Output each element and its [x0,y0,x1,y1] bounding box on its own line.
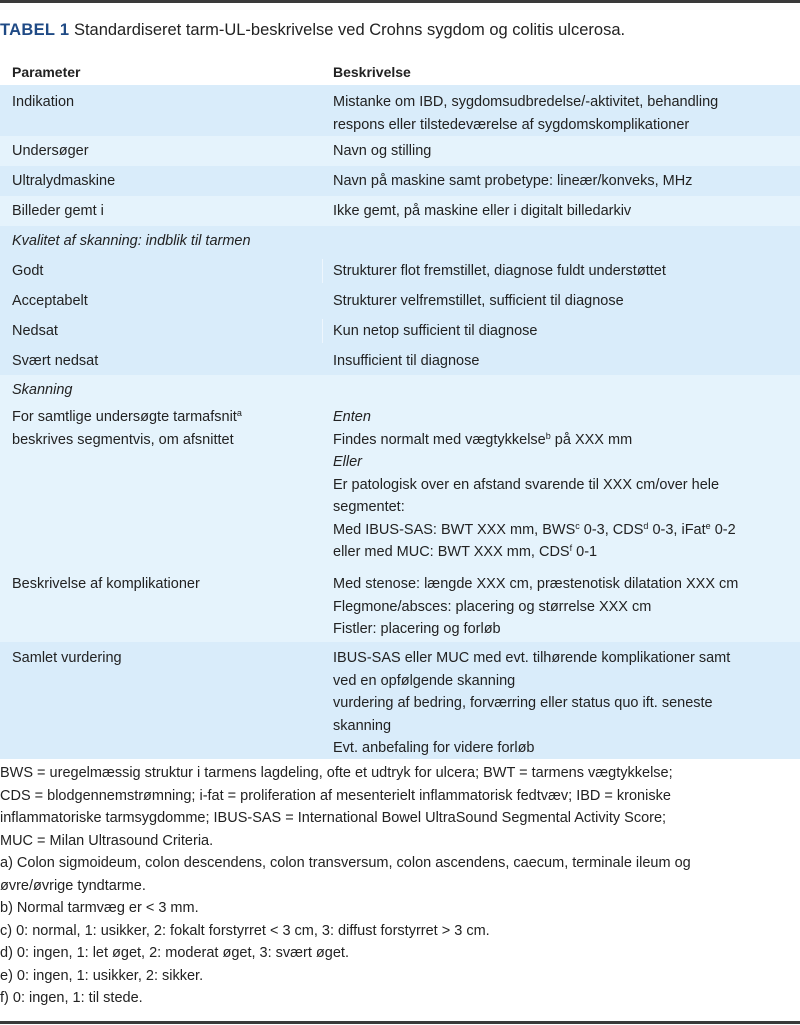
footnote-ref-a: a [236,408,242,418]
param-cell: Acceptabelt [12,293,88,309]
section-heading: Skanning [12,382,73,398]
footnote-line: f) 0: ingen, 1: til stede. [0,990,143,1006]
desc-cell [333,573,795,641]
param-cell: Ultralydmaskine [12,173,116,189]
abbrev-line: BWS = uregelmæssig struktur i tarmens lagdeling, ofte et udtryk for ulcera; BWT = tarmens vægtykkelse; [0,765,673,781]
footnote-line: b) Normal tarmvæg er < 3 mm. [0,900,199,916]
desc-cell: Insufficient til diagnose [333,353,480,369]
desc-line: Er patologisk over en afstand svarende til XXX cm/over hele [333,476,720,493]
param-cell: Billeder gemt i [12,203,104,219]
desc-line [333,541,795,564]
desc-cell: Kun netop sufficient til diagnose [333,323,538,339]
desc-cell: Strukturer velfremstillet, sufficient til diagnose [333,293,624,309]
desc-text: 0-1 [572,544,598,560]
table-row [0,573,800,642]
abbrev-line: inflammatoriske tarmsygdomme; IBUS-SAS = International Bowel UltraSound Segmental Activity Score; [0,810,667,826]
desc-cell: Ikke gemt, på maskine eller i digitalt billedarkiv [333,203,632,219]
param-line: beskrives segmentvis, om afsnittet [12,431,234,448]
desc-line: Evt. anbefaling for videre forløb [333,740,535,756]
desc-line: segmentet: [333,499,405,515]
column-divider [322,319,323,343]
desc-text: 0-3, iFat [648,521,706,538]
desc-line: ved en opfølgende skanning [333,672,516,689]
param-line [12,406,322,429]
param-cell: Svært nedsat [12,353,99,369]
footnote-line: c) 0: normal, 1: usikker, 2: fokalt forstyrret < 3 cm, 3: diffust forstyrret > 3 cm. [0,922,490,939]
desc-cell: Navn og stilling [333,143,432,159]
desc-text: 0-2 [710,521,736,538]
table-row [0,346,800,375]
footnote-line: a) Colon sigmoideum, colon descendens, colon transversum, colon ascendens, caecum, terminale ileum og [0,855,691,871]
header-parameter: Parameter [12,64,81,80]
desc-line: skanning [333,717,392,734]
table-row [0,85,800,136]
desc-cell [333,647,795,760]
desc-option-eller: Eller [333,454,363,470]
footnote-ref-d: d [643,520,649,531]
desc-cell: Navn på maskine samt probetype: lineær/konveks, MHz [333,173,693,189]
param-cell: Indikation [12,94,75,110]
abbrev-line: MUC = Milan Ultrasound Criteria. [0,832,214,849]
param-cell: Nedsat [12,323,58,339]
desc-line [333,429,795,452]
footnote-line: d) 0: ingen, 1: let øget, 2: moderat øget, 3: svært øget. [0,945,349,961]
table-row [0,642,800,759]
table-header [0,60,800,85]
param-cell [12,406,322,451]
footnote-line: e) 0: ingen, 1: usikker, 2: sikker. [0,967,204,984]
desc-text: 0-3, CDS [579,521,644,538]
table-row [0,196,800,226]
desc-line: Flegmone/absces: placering og størrelse XXX cm [333,598,652,615]
table-row [0,166,800,196]
desc-line [333,519,795,542]
table-row [0,256,800,286]
table-row [0,136,800,166]
desc-text: eller med MUC: BWT XXX mm, CDS [333,544,570,560]
desc-option-enten: Enten [333,409,371,425]
table-label: TABEL 1 [0,21,70,39]
param-cell: Godt [12,263,44,279]
desc-cell [333,406,795,564]
desc-line: IBUS-SAS eller MUC med evt. tilhørende komplikationer samt [333,650,731,666]
section-row-skanning [0,375,800,405]
desc-text: på XXX mm [550,431,633,448]
column-divider [322,259,323,283]
abbrev-line: CDS = blodgennemstrømning; i-fat = proliferation af mesenterielt inflammatorisk fedtvæv; IBD = kroniske [0,787,671,804]
table-caption [0,19,800,41]
footnote-ref-f: f [569,543,573,553]
desc-line: respons eller tilstedeværelse af sygdomskomplikationer [333,116,690,133]
table-row [0,286,800,316]
desc-text: Med IBUS-SAS: BWT XXX mm, BWS [333,521,576,538]
section-row-kvalitet [0,226,800,256]
desc-line: vurdering af bedring, forværring eller status quo ift. seneste [333,695,713,711]
top-rule [0,0,800,3]
table-row [0,405,800,573]
footnote-ref-e: e [705,520,711,531]
desc-cell [333,91,795,136]
param-cell: Samlet vurdering [12,650,122,666]
desc-line: Fistler: placering og forløb [333,621,501,637]
param-cell: Undersøger [12,143,89,159]
desc-line: Mistanke om IBD, sygdomsudbredelse/-aktivitet, behandling [333,94,719,110]
footnote-ref-c: c [575,520,580,531]
bottom-rule [0,1021,800,1024]
table-title: Standardiseret tarm-UL-beskrivelse ved Crohns sygdom og colitis ulcerosa. [73,21,626,39]
footnote-line: øvre/øvrige tyndtarme. [0,877,146,894]
section-heading: Kvalitet af skanning: indblik til tarmen [12,233,251,249]
desc-text: Findes normalt med vægtykkelse [333,431,546,448]
desc-line: Med stenose: længde XXX cm, præstenotisk dilatation XXX cm [333,576,739,592]
footnote-ref-b: b [545,430,551,441]
desc-cell: Strukturer flot fremstillet, diagnose fuldt understøttet [333,263,666,279]
table-notes [0,762,800,1010]
param-text: For samtlige undersøgte tarmafsnit [12,409,237,425]
header-beskrivelse: Beskrivelse [333,64,411,80]
param-cell: Beskrivelse af komplikationer [12,576,200,592]
table-row [0,316,800,346]
